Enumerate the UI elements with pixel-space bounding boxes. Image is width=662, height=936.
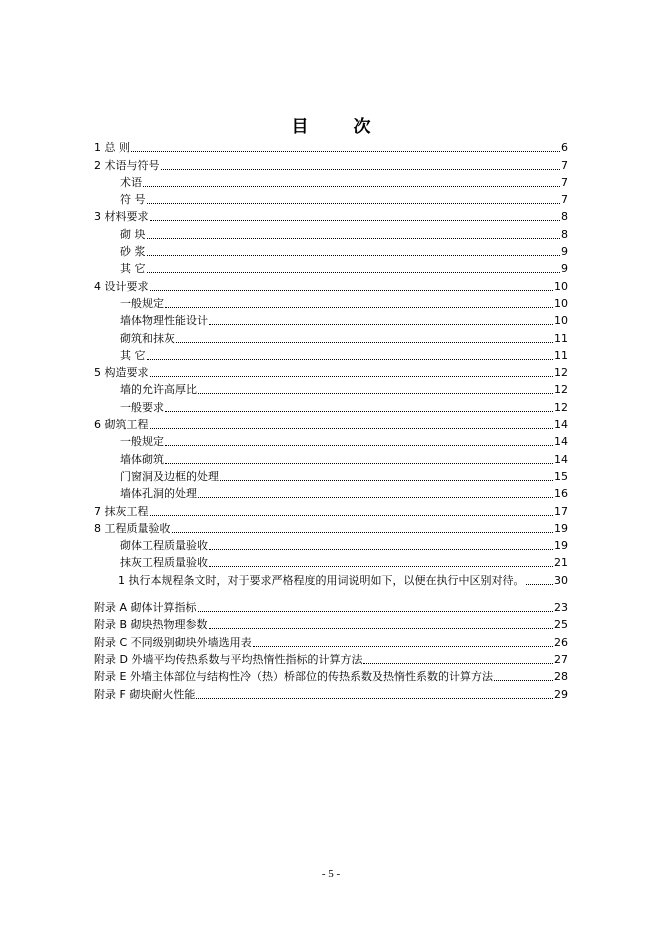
toc-entry-label: 抹灰工程质量验收 [120,556,208,570]
toc-entry-label: 墙的允许高厚比 [120,383,197,397]
dot-leader [150,290,554,291]
toc-entry-page: 30 [554,573,568,587]
toc-entry[interactable] [94,553,568,570]
toc-entry-page: 26 [554,635,568,649]
dot-leader [147,359,554,360]
toc-entry-label: 7 抹灰工程 [94,504,149,518]
toc-entry-label: 3 材料要求 [94,210,149,224]
toc-entry-page: 6 [561,141,568,155]
toc-entry-page: 10 [554,279,568,293]
dot-leader [198,393,553,394]
toc-entry[interactable] [94,242,568,259]
toc-entry-page: 10 [554,314,568,328]
dot-leader [165,411,553,412]
toc-entry-label: 符 号 [120,193,146,207]
dot-leader [165,307,553,308]
toc-entry[interactable] [94,173,568,190]
toc-entry-page: 19 [554,521,568,535]
toc-entry[interactable] [94,259,568,276]
toc-entry-page: 9 [561,245,568,259]
toc-entry-page: 23 [554,601,568,615]
toc-entry[interactable] [94,449,568,466]
dot-leader [131,151,560,152]
dot-leader [196,698,553,699]
appendix-entry[interactable] [94,615,568,632]
toc-entry-label: 墙体物理性能设计 [120,314,208,328]
toc-entry-page: 29 [554,687,568,701]
toc-entry-page: 11 [554,348,568,362]
toc-entry[interactable] [94,294,568,311]
page-title: 目 次 [291,117,385,137]
toc-entry-page: 28 [554,670,568,684]
toc-entry-page: 19 [554,539,568,553]
dot-leader [161,169,561,170]
toc-entry-label: 一般规定 [120,296,164,310]
toc-entry-label: 附录 C 不同级别砌块外墙选用表 [94,635,252,649]
toc-entry-label: 2 术语与符号 [94,158,160,172]
dot-leader [209,628,553,629]
dot-leader [150,515,554,516]
toc-entry-label: 墙体孔洞的处理 [120,487,197,501]
dot-leader [147,272,561,273]
toc-entry-label: 术语 [120,175,142,189]
toc-entry-page: 11 [554,331,568,345]
toc-entry-page: 7 [561,175,568,189]
dot-leader [176,342,553,343]
appendix-entry[interactable] [94,632,568,649]
appendix-entry[interactable] [94,667,568,684]
toc-entry[interactable] [94,155,568,172]
toc-entry-label: 1 总 则 [94,141,130,155]
dot-leader [253,646,553,647]
toc-entry-label: 8 工程质量验收 [94,521,171,535]
toc-entry-page: 12 [554,366,568,380]
toc-entry[interactable] [94,536,568,553]
toc-entry-label: 其 它 [120,348,146,362]
dot-leader [143,186,560,187]
dot-leader [165,463,553,464]
toc-entry-label: 附录 D 外墙平均传热系数与平均热惰性指标的计算方法 [94,652,363,666]
toc-entry-page: 25 [554,618,568,632]
dot-leader [165,445,553,446]
toc-entry-page: 12 [554,400,568,414]
dot-leader [198,497,553,498]
dot-leader [150,376,554,377]
toc-entry[interactable] [94,138,568,155]
toc-entry[interactable] [94,570,568,587]
toc-entry-page: 12 [554,383,568,397]
toc-entry-label: 1 执行本规程条文时，对于要求严格程度的用词说明如下，以便在执行中区别对待。 [118,573,525,587]
toc-entry-label: 6 砌筑工程 [94,418,149,432]
toc-entry[interactable] [94,519,568,536]
toc-entry[interactable] [94,207,568,224]
dot-leader [526,584,554,585]
appendix-entry[interactable] [94,598,568,615]
toc-entry-label: 门窗洞及边框的处理 [120,469,219,483]
toc-entry-page: 10 [554,296,568,310]
appendix-entry[interactable] [94,684,568,701]
toc-entry[interactable] [94,415,568,432]
toc-entry-label: 一般规定 [120,435,164,449]
dot-leader [147,255,561,256]
section-gap [94,588,568,598]
toc-entry-page: 14 [554,418,568,432]
toc-entry-label: 附录 E 外墙主体部位与结构性冷（热）桥部位的传热系数及热惰性系数的计算方法 [94,670,493,684]
toc-entry-page: 14 [554,452,568,466]
toc-entry-page: 15 [554,469,568,483]
toc-entry[interactable] [94,397,568,414]
toc-entry-page: 16 [554,487,568,501]
page-number: - 5 - [321,868,341,880]
toc-entry[interactable] [94,276,568,293]
toc-entry-label: 一般要求 [120,400,164,414]
toc-entry[interactable] [94,432,568,449]
toc-entry[interactable] [94,501,568,518]
toc-entry-page: 9 [561,262,568,276]
toc-entry[interactable] [94,467,568,484]
toc-entry-label: 5 构造要求 [94,366,149,380]
toc-entry-label: 附录 F 砌块耐火性能 [94,687,196,701]
dot-leader [198,611,553,612]
toc-entry[interactable] [94,363,568,380]
toc-entry-page: 27 [554,652,568,666]
dot-leader [147,203,561,204]
toc-entry-label: 墙体砌筑 [120,452,164,466]
toc-entry[interactable] [94,311,568,328]
table-of-contents [94,138,568,702]
dot-leader [150,220,561,221]
dot-leader [150,428,554,429]
toc-entry[interactable] [94,224,568,241]
toc-entry-label: 其 它 [120,262,146,276]
toc-entry[interactable] [94,190,568,207]
dot-leader [209,324,553,325]
toc-entry-label: 附录 A 砌体计算指标 [94,601,197,615]
toc-entry-page: 21 [554,556,568,570]
dot-leader [147,238,561,239]
dot-leader [172,532,554,533]
appendix-entry[interactable] [94,650,568,667]
toc-entry[interactable] [94,328,568,345]
toc-entry[interactable] [94,346,568,363]
toc-entry-page: 8 [561,227,568,241]
toc-entry-page: 17 [554,504,568,518]
toc-entry-page: 8 [561,210,568,224]
toc-entry-label: 附录 B 砌块热物理参数 [94,618,208,632]
dot-leader [494,680,553,681]
dot-leader [209,566,553,567]
dot-leader [209,549,553,550]
toc-entry[interactable] [94,380,568,397]
toc-entry-page: 14 [554,435,568,449]
toc-entry-page: 7 [561,193,568,207]
dot-leader [220,480,553,481]
dot-leader [363,663,553,664]
toc-entry-label: 砌 块 [120,227,146,241]
toc-entry-label: 砌体工程质量验收 [120,539,208,553]
toc-entry-label: 4 设计要求 [94,279,149,293]
toc-entry[interactable] [94,484,568,501]
toc-entry-label: 砂 浆 [120,245,146,259]
toc-entry-page: 7 [561,158,568,172]
toc-entry-label: 砌筑和抹灰 [120,331,175,345]
